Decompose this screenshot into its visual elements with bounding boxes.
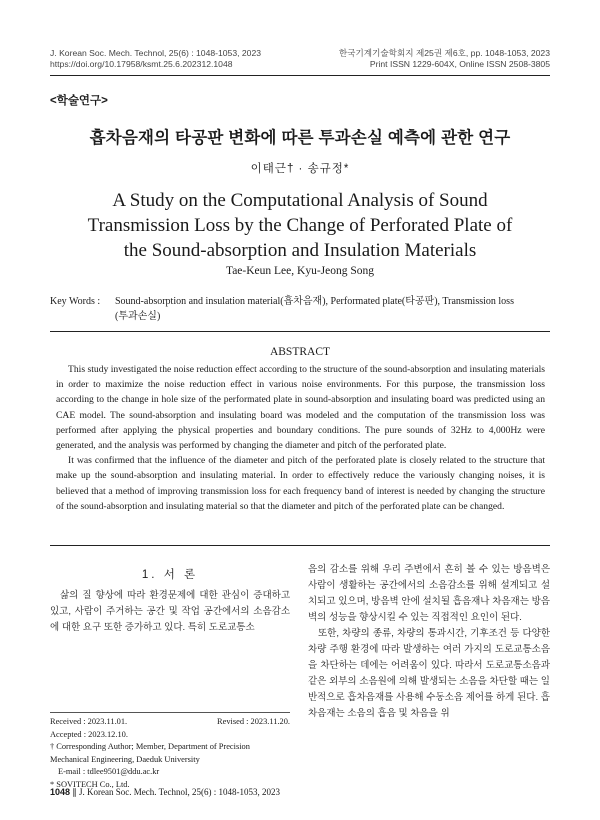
page-footer: [50, 787, 280, 798]
received-date: Received : 2023.11.01.: [50, 717, 128, 726]
issn-line: Print ISSN 1229-604X, Online ISSN 2508-3805: [369, 59, 550, 69]
title-english-line-3: the Sound-absorption and Insulation Materials: [123, 240, 477, 261]
keywords-label: Key Words :: [50, 296, 101, 307]
authors-korean: 이태근† · 송규정*: [250, 163, 350, 175]
keywords-line-2: (투과손실): [115, 311, 161, 322]
accepted-date: Accepted : 2023.12.10.: [50, 729, 128, 739]
footnote-rule: [50, 712, 290, 713]
author-email[interactable]: E-mail : tdlee9501@ddu.ac.kr: [58, 767, 160, 776]
keywords-list: [115, 294, 555, 324]
corresponding-author: † Corresponding Author; Member, Department of Precision Mechanical Engineering, Daeduk University: [50, 742, 250, 764]
journal-citation-ko: 한국기계기술학회지 제25권 제6호, pp. 1048-1053, 2023: [338, 48, 550, 58]
section-number: 1.: [141, 569, 158, 581]
intro-paragraph-1-cont: 음의 감소를 위해 우리 주변에서 흔히 볼 수 있는 방음벽은 사람이 생활하는 공간에서의 소음감소를 위해 설계되고 설치되고 있으며, 방음벽 안에 설치될 흡음재나 차음재는 방음벽의 성능을 향상시킬 수 있는 직접적인 요인이 된다.: [308, 564, 550, 623]
title-korean: 흡차음재의 타공판 변화에 따른 투과손실 예측에 관한 연구: [89, 129, 511, 147]
section-heading-introduction: [50, 566, 290, 582]
intro-paragraph-1: 삶의 질 향상에 따라 환경문제에 대한 관심이 증대하고 있고, 사람이 주거하는 공간 및 작업 공간에서의 소음감소에 대한 요구 또한 증가하고 있다. 특히 도로교통소: [50, 590, 290, 633]
title-english-line-1: A Study on the Computational Analysis of Sound: [112, 190, 488, 211]
footnotes: [50, 716, 290, 791]
abstract-heading: ABSTRACT: [269, 346, 331, 358]
received-row: [50, 716, 290, 729]
running-header-right: [339, 48, 550, 70]
abstract-rule: [50, 545, 550, 546]
intro-right-column: [308, 562, 550, 722]
doi-link[interactable]: https://doi.org/10.17958/ksmt.25.6.202312.1048: [50, 59, 233, 69]
intro-left-column: [50, 588, 290, 636]
revised-date: Revised : 2023.11.20.: [217, 717, 290, 726]
article-type: <학술연구>: [50, 95, 108, 107]
intro-paragraph-2: 또한, 차량의 종류, 차량의 통과시간, 기후조건 등 다양한 차량 주행 환경에 따라 발생하는 여러 가지의 도로교통소음을 차단하는 데에는 어려움이 있다. 따라서 도로교통소음과 같은 외부의 소음원에 의해 발생되는 소음을 차단할 때는 일반적으로 흡차음재를 사용해 수동소음 제어를 하게 된다. 흡차음재는 소음의 흡음 및 차음을 위: [308, 628, 550, 719]
keywords-rule: [50, 331, 550, 332]
footer-journal: ∥ J. Korean Soc. Mech. Technol, 25(6) : 1048-1053, 2023: [72, 787, 280, 797]
authors-english: Tae-Keun Lee, Kyu-Jeong Song: [225, 265, 374, 277]
keywords-line-1: Sound-absorption and insulation material(흡차음재), Performated plate(타공판), Transmission loss: [115, 296, 514, 307]
abstract-body: [56, 362, 545, 514]
abstract-paragraph-2: It was confirmed that the influence of the diameter and pitch of the perforated plate is closely related to the structure that make up the sound-absorption and insulating material. In order to effectively reduce the variously changing noises, it is believed that a method of improving transmission loss for each frequency band of interest is needed by changing the structure of the sound-absorption and insulating material so that the diameter and pitch of the perforated plate can be changed.: [56, 455, 545, 512]
coauthor-affiliation: * SOVITECH Co., Ltd.: [50, 779, 130, 789]
header-rule: [50, 75, 550, 76]
journal-citation: J. Korean Soc. Mech. Technol, 25(6) : 1048-1053, 2023: [50, 48, 261, 58]
title-english-line-2: Transmission Loss by the Change of Perforated Plate of: [87, 215, 513, 236]
abstract-paragraph-1: This study investigated the noise reduction effect according to the structure of the sound-absorption and insulating materials in order to maximize the noise reduction effect in various noise environments. For this purpose, the transmission loss according to the change in hole size of the performated plate in sound-absorption and insulating board was predicted using an CAE model. The sound-absorption and insulating board was modeled and the computation of the transmission loss was performed after applying the physical properties and boundary conditions. The pure sounds of 32Hz to 4,000Hz were generated, and the analysis was performed by changing the diameter and pitch of the perforated plate.: [56, 364, 545, 452]
page-number: 1048: [50, 787, 71, 797]
running-header-left: [50, 48, 261, 70]
section-title: 서 론: [163, 569, 199, 581]
title-english: [0, 188, 600, 263]
